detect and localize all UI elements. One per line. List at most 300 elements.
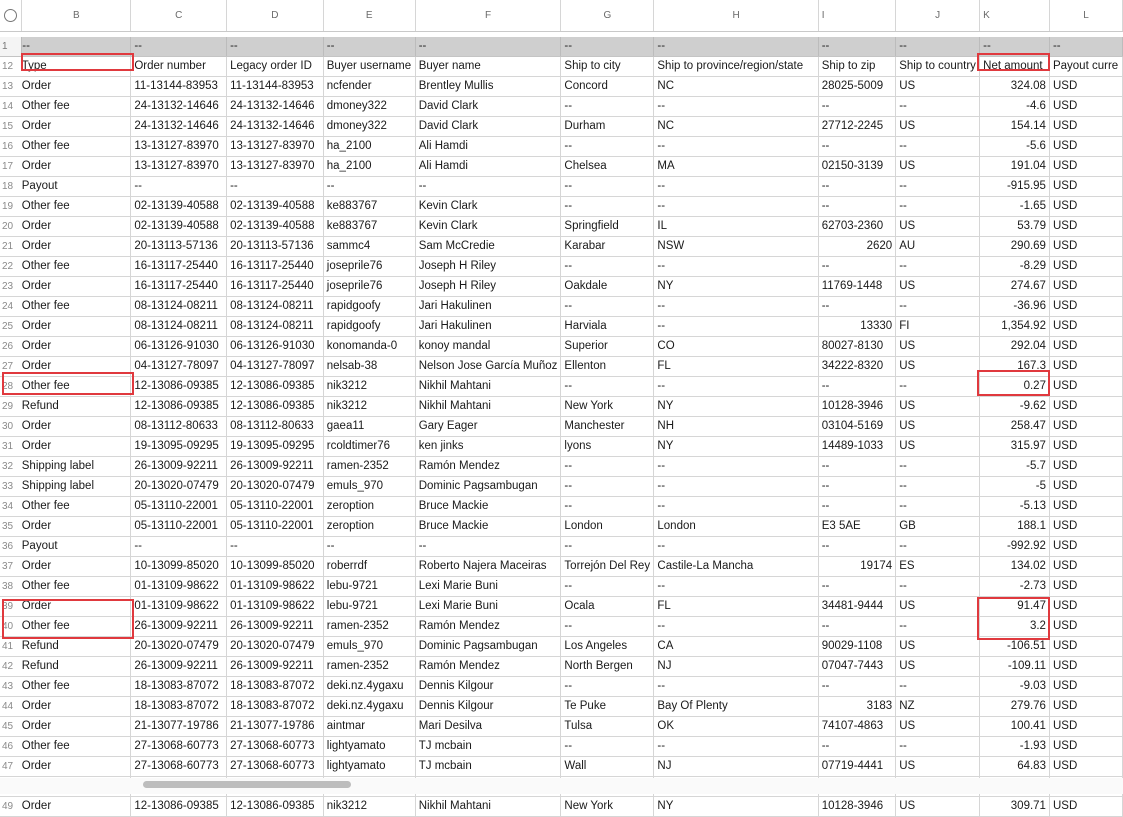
cell[interactable]: US xyxy=(896,796,980,816)
cell[interactable]: Order xyxy=(22,356,131,376)
cell[interactable]: 154.14 xyxy=(980,116,1050,136)
cell[interactable]: NC xyxy=(654,116,818,136)
cell[interactable]: 80027-8130 xyxy=(818,336,895,356)
row-number[interactable]: 39 xyxy=(0,596,22,616)
cell[interactable]: NY xyxy=(654,276,818,296)
cell[interactable]: 2620 xyxy=(818,236,895,256)
cell[interactable]: Other fee xyxy=(22,256,131,276)
cell[interactable]: USD xyxy=(1049,696,1122,716)
cell[interactable]: USD xyxy=(1049,176,1122,196)
cell[interactable]: US xyxy=(896,636,980,656)
cell[interactable]: USD xyxy=(1049,656,1122,676)
cell[interactable]: USD xyxy=(1049,576,1122,596)
cell[interactable]: USD xyxy=(1049,316,1122,336)
cell[interactable]: USD xyxy=(1049,396,1122,416)
table-row[interactable] xyxy=(0,96,1123,116)
row-number[interactable]: 34 xyxy=(0,496,22,516)
cell[interactable]: 05-13110-22001 xyxy=(227,516,324,536)
cell[interactable]: Torrejón Del Rey xyxy=(561,556,654,576)
cell[interactable]: -- xyxy=(227,176,324,196)
cell[interactable]: -- xyxy=(415,176,561,196)
cell[interactable]: USD xyxy=(1049,516,1122,536)
row-number[interactable]: 38 xyxy=(0,576,22,596)
cell[interactable]: 19-13095-09295 xyxy=(131,436,227,456)
table-row[interactable] xyxy=(0,156,1123,176)
cell[interactable]: konomanda-0 xyxy=(323,336,415,356)
cell[interactable]: 27712-2245 xyxy=(818,116,895,136)
cell[interactable]: 20-13020-07479 xyxy=(131,636,227,656)
cell[interactable]: 19174 xyxy=(818,556,895,576)
cell[interactable]: -8.29 xyxy=(980,256,1050,276)
cell[interactable]: 18-13083-87072 xyxy=(131,676,227,696)
cell[interactable]: US xyxy=(896,416,980,436)
table-row[interactable] xyxy=(0,256,1123,276)
cell[interactable]: 14489-1033 xyxy=(818,436,895,456)
table-row[interactable] xyxy=(0,376,1123,396)
cell[interactable]: NSW xyxy=(654,236,818,256)
cell[interactable]: emuls_970 xyxy=(323,636,415,656)
cell[interactable]: -- xyxy=(415,37,561,57)
cell[interactable]: 26-13009-92211 xyxy=(131,456,227,476)
row-number[interactable]: 40 xyxy=(0,616,22,636)
cell[interactable]: -- xyxy=(654,616,818,636)
header-cell[interactable]: Ship to country xyxy=(896,56,980,76)
cell[interactable]: FI xyxy=(896,316,980,336)
column-header[interactable]: E xyxy=(323,0,415,32)
cell[interactable]: Harviala xyxy=(561,316,654,336)
cell[interactable]: -109.11 xyxy=(980,656,1050,676)
cell[interactable]: 05-13110-22001 xyxy=(131,516,227,536)
cell[interactable]: -- xyxy=(654,736,818,756)
cell[interactable]: USD xyxy=(1049,536,1122,556)
column-header[interactable]: L xyxy=(1049,0,1122,32)
cell[interactable]: -- xyxy=(561,476,654,496)
cell[interactable]: 01-13109-98622 xyxy=(227,576,324,596)
cell[interactable]: 100.41 xyxy=(980,716,1050,736)
cell[interactable]: gaea11 xyxy=(323,416,415,436)
cell[interactable]: zeroption xyxy=(323,516,415,536)
cell[interactable]: FL xyxy=(654,356,818,376)
table-row[interactable] xyxy=(0,216,1123,236)
table-row[interactable] xyxy=(0,496,1123,516)
cell[interactable]: -- xyxy=(896,296,980,316)
cell[interactable]: Joseph H Riley xyxy=(415,256,561,276)
cell[interactable]: 3.2 xyxy=(980,616,1050,636)
cell[interactable]: zeroption xyxy=(323,496,415,516)
cell[interactable]: Ali Hamdi xyxy=(415,156,561,176)
cell[interactable]: -5.13 xyxy=(980,496,1050,516)
cell[interactable]: 290.69 xyxy=(980,236,1050,256)
cell[interactable]: -- xyxy=(818,176,895,196)
cell[interactable]: sammc4 xyxy=(323,236,415,256)
cell[interactable]: 53.79 xyxy=(980,216,1050,236)
cell[interactable]: deki.nz.4ygaxu xyxy=(323,696,415,716)
cell[interactable]: London xyxy=(654,516,818,536)
cell[interactable]: 13-13127-83970 xyxy=(131,156,227,176)
cell[interactable]: -- xyxy=(561,676,654,696)
cell[interactable]: -- xyxy=(561,496,654,516)
table-row[interactable] xyxy=(0,716,1123,736)
cell[interactable]: -- xyxy=(818,536,895,556)
cell[interactable]: 03104-5169 xyxy=(818,416,895,436)
row-number[interactable]: 15 xyxy=(0,116,22,136)
cell[interactable]: USD xyxy=(1049,256,1122,276)
row-number[interactable]: 42 xyxy=(0,656,22,676)
cell[interactable]: Te Puke xyxy=(561,696,654,716)
table-row[interactable] xyxy=(0,396,1123,416)
cell[interactable]: 0.27 xyxy=(980,376,1050,396)
table-row[interactable] xyxy=(0,736,1123,756)
cell[interactable]: NC xyxy=(654,76,818,96)
cell[interactable]: Wall xyxy=(561,756,654,776)
cell[interactable]: US xyxy=(896,656,980,676)
cell[interactable]: -- xyxy=(561,616,654,636)
cell[interactable]: joseprile76 xyxy=(323,276,415,296)
cell[interactable]: -- xyxy=(654,96,818,116)
table-row[interactable] xyxy=(0,236,1123,256)
select-all-circle-icon[interactable] xyxy=(4,9,17,22)
cell[interactable]: deki.nz.4ygaxu xyxy=(323,676,415,696)
cell[interactable]: Order xyxy=(22,716,131,736)
cell[interactable]: Jari Hakulinen xyxy=(415,316,561,336)
row-number[interactable]: 22 xyxy=(0,256,22,276)
cell[interactable]: -- xyxy=(131,176,227,196)
cell[interactable]: US xyxy=(896,716,980,736)
cell[interactable]: USD xyxy=(1049,736,1122,756)
cell[interactable]: -- xyxy=(896,496,980,516)
cell[interactable]: NH xyxy=(654,416,818,436)
cell[interactable]: New York xyxy=(561,396,654,416)
cell[interactable]: New York xyxy=(561,796,654,816)
cell[interactable]: -- xyxy=(561,376,654,396)
cell[interactable]: 13-13127-83970 xyxy=(131,136,227,156)
cell[interactable]: USD xyxy=(1049,136,1122,156)
cell[interactable]: -- xyxy=(818,96,895,116)
cell[interactable]: Order xyxy=(22,76,131,96)
cell[interactable]: Tulsa xyxy=(561,716,654,736)
cell[interactable]: Other fee xyxy=(22,196,131,216)
row-number[interactable]: 31 xyxy=(0,436,22,456)
cell[interactable]: Lexi Marie Buni xyxy=(415,576,561,596)
cell[interactable]: -- xyxy=(818,256,895,276)
cell[interactable]: US xyxy=(896,436,980,456)
row-number[interactable]: 49 xyxy=(0,796,22,816)
cell[interactable]: 05-13110-22001 xyxy=(131,496,227,516)
cell[interactable]: 20-13113-57136 xyxy=(131,236,227,256)
cell[interactable]: roberrdf xyxy=(323,556,415,576)
cell[interactable]: Order xyxy=(22,156,131,176)
cell[interactable]: 12-13086-09385 xyxy=(131,396,227,416)
cell[interactable]: Payout xyxy=(22,176,131,196)
cell[interactable]: lyons xyxy=(561,436,654,456)
cell[interactable]: 12-13086-09385 xyxy=(131,376,227,396)
cell[interactable]: Mari Desilva xyxy=(415,716,561,736)
cell[interactable]: 90029-1108 xyxy=(818,636,895,656)
cell[interactable]: 188.1 xyxy=(980,516,1050,536)
row-number[interactable]: 19 xyxy=(0,196,22,216)
table-row[interactable] xyxy=(0,476,1123,496)
cell[interactable]: USD xyxy=(1049,356,1122,376)
cell[interactable]: Bay Of Plenty xyxy=(654,696,818,716)
cell[interactable]: -- xyxy=(818,136,895,156)
cell[interactable]: US xyxy=(896,116,980,136)
row-number[interactable]: 27 xyxy=(0,356,22,376)
cell[interactable]: ke883767 xyxy=(323,216,415,236)
cell[interactable]: Roberto Najera Maceiras xyxy=(415,556,561,576)
table-row[interactable] xyxy=(0,316,1123,336)
cell[interactable]: -- xyxy=(654,576,818,596)
cell[interactable]: USD xyxy=(1049,796,1122,816)
cell[interactable]: Other fee xyxy=(22,296,131,316)
cell[interactable]: Concord xyxy=(561,76,654,96)
cell[interactable]: 06-13126-91030 xyxy=(131,336,227,356)
cell[interactable]: TJ mcbain xyxy=(415,736,561,756)
cell[interactable]: 16-13117-25440 xyxy=(227,256,324,276)
row-number[interactable]: 35 xyxy=(0,516,22,536)
cell[interactable]: David Clark xyxy=(415,116,561,136)
cell[interactable]: 04-13127-78097 xyxy=(227,356,324,376)
cell[interactable]: -- xyxy=(818,736,895,756)
cell[interactable]: -- xyxy=(561,176,654,196)
cell[interactable]: 06-13126-91030 xyxy=(227,336,324,356)
cell[interactable]: -- xyxy=(654,376,818,396)
cell[interactable]: nik3212 xyxy=(323,376,415,396)
table-row[interactable] xyxy=(0,356,1123,376)
header-cell[interactable]: Type xyxy=(22,56,131,76)
cell[interactable]: 27-13068-60773 xyxy=(227,756,324,776)
cell[interactable]: FL xyxy=(654,596,818,616)
cell[interactable]: 13-13127-83970 xyxy=(227,136,324,156)
cell[interactable]: lightyamato xyxy=(323,736,415,756)
row-number[interactable]: 30 xyxy=(0,416,22,436)
cell[interactable]: Sam McCredie xyxy=(415,236,561,256)
cell[interactable]: 34222-8320 xyxy=(818,356,895,376)
cell[interactable]: Ramón Mendez xyxy=(415,656,561,676)
header-cell[interactable]: Ship to zip xyxy=(818,56,895,76)
column-header[interactable]: G xyxy=(561,0,654,32)
cell[interactable]: 20-13020-07479 xyxy=(131,476,227,496)
row-number[interactable]: 41 xyxy=(0,636,22,656)
cell[interactable]: -- xyxy=(896,37,980,57)
cell[interactable]: USD xyxy=(1049,476,1122,496)
cell[interactable]: dmoney322 xyxy=(323,96,415,116)
cell[interactable]: Nikhil Mahtani xyxy=(415,396,561,416)
cell[interactable]: MA xyxy=(654,156,818,176)
row-number[interactable]: 18 xyxy=(0,176,22,196)
row-number[interactable]: 25 xyxy=(0,316,22,336)
cell[interactable]: Refund xyxy=(22,656,131,676)
row-number[interactable]: 37 xyxy=(0,556,22,576)
cell[interactable]: 11-13144-83953 xyxy=(131,76,227,96)
cell[interactable]: Durham xyxy=(561,116,654,136)
cell[interactable]: Other fee xyxy=(22,136,131,156)
table-row[interactable] xyxy=(0,196,1123,216)
cell[interactable]: -- xyxy=(654,676,818,696)
cell[interactable]: lightyamato xyxy=(323,756,415,776)
cell[interactable]: OK xyxy=(654,716,818,736)
cell[interactable]: -- xyxy=(131,37,227,57)
cell[interactable]: Jari Hakulinen xyxy=(415,296,561,316)
cell[interactable]: Ocala xyxy=(561,596,654,616)
cell[interactable]: lebu-9721 xyxy=(323,576,415,596)
cell[interactable]: London xyxy=(561,516,654,536)
cell[interactable]: 11769-1448 xyxy=(818,276,895,296)
cell[interactable]: -- xyxy=(818,676,895,696)
table-row[interactable] xyxy=(0,456,1123,476)
cell[interactable]: -- xyxy=(323,536,415,556)
cell[interactable]: ramen-2352 xyxy=(323,456,415,476)
cell[interactable]: USD xyxy=(1049,676,1122,696)
row-number[interactable]: 12 xyxy=(0,56,22,76)
cell[interactable]: 10-13099-85020 xyxy=(227,556,324,576)
row-number[interactable]: 45 xyxy=(0,716,22,736)
column-header[interactable]: F xyxy=(415,0,561,32)
cell[interactable]: 167.3 xyxy=(980,356,1050,376)
cell[interactable]: -- xyxy=(323,37,415,57)
table-row[interactable] xyxy=(0,696,1123,716)
cell[interactable]: NZ xyxy=(896,696,980,716)
cell[interactable]: -- xyxy=(654,296,818,316)
cell[interactable]: 134.02 xyxy=(980,556,1050,576)
cell[interactable]: -2.73 xyxy=(980,576,1050,596)
cell[interactable]: 27-13068-60773 xyxy=(227,736,324,756)
cell[interactable]: Gary Eager xyxy=(415,416,561,436)
cell[interactable]: ke883767 xyxy=(323,196,415,216)
cell[interactable]: E3 5AE xyxy=(818,516,895,536)
cell[interactable]: 191.04 xyxy=(980,156,1050,176)
table-row[interactable] xyxy=(0,636,1123,656)
header-cell[interactable]: Ship to province/region/state xyxy=(654,56,818,76)
cell[interactable]: Order xyxy=(22,796,131,816)
cell[interactable]: 02-13139-40588 xyxy=(131,196,227,216)
cell[interactable]: USD xyxy=(1049,196,1122,216)
cell[interactable]: Dennis Kilgour xyxy=(415,676,561,696)
cell[interactable]: -- xyxy=(654,256,818,276)
cell[interactable]: -- xyxy=(896,536,980,556)
cell[interactable]: USD xyxy=(1049,716,1122,736)
cell[interactable]: US xyxy=(896,596,980,616)
cell[interactable]: -- xyxy=(896,136,980,156)
cell[interactable]: -- xyxy=(654,196,818,216)
cell[interactable]: US xyxy=(896,356,980,376)
table-row[interactable] xyxy=(0,596,1123,616)
cell[interactable]: 1,354.92 xyxy=(980,316,1050,336)
cell[interactable]: 26-13009-92211 xyxy=(227,656,324,676)
row-number[interactable]: 23 xyxy=(0,276,22,296)
cell[interactable]: -36.96 xyxy=(980,296,1050,316)
header-cell[interactable]: Order number xyxy=(131,56,227,76)
cell[interactable]: Other fee xyxy=(22,616,131,636)
cell[interactable]: -5 xyxy=(980,476,1050,496)
cell[interactable]: -- xyxy=(654,456,818,476)
cell[interactable]: USD xyxy=(1049,216,1122,236)
horizontal-scrollbar[interactable] xyxy=(0,778,1123,794)
cell[interactable]: USD xyxy=(1049,616,1122,636)
cell[interactable]: USD xyxy=(1049,456,1122,476)
cell[interactable]: 27-13068-60773 xyxy=(131,736,227,756)
cell[interactable]: ES xyxy=(896,556,980,576)
cell[interactable]: -- xyxy=(561,96,654,116)
header-cell[interactable]: Buyer name xyxy=(415,56,561,76)
cell[interactable]: 21-13077-19786 xyxy=(131,716,227,736)
row-number[interactable]: 44 xyxy=(0,696,22,716)
row-number[interactable]: 32 xyxy=(0,456,22,476)
cell[interactable]: Ramón Mendez xyxy=(415,456,561,476)
cell[interactable]: ken jinks xyxy=(415,436,561,456)
column-header[interactable]: K xyxy=(980,0,1050,32)
cell[interactable]: -- xyxy=(896,196,980,216)
cell[interactable]: 26-13009-92211 xyxy=(131,656,227,676)
cell[interactable]: USD xyxy=(1049,416,1122,436)
table-row[interactable] xyxy=(0,436,1123,456)
cell[interactable]: Ellenton xyxy=(561,356,654,376)
cell[interactable]: Order xyxy=(22,316,131,336)
cell[interactable]: Bruce Mackie xyxy=(415,496,561,516)
cell[interactable]: 11-13144-83953 xyxy=(227,76,324,96)
cell[interactable]: IL xyxy=(654,216,818,236)
cell[interactable]: 91.47 xyxy=(980,596,1050,616)
row-number[interactable]: 14 xyxy=(0,96,22,116)
cell[interactable]: 02150-3139 xyxy=(818,156,895,176)
cell[interactable]: Nelson Jose García Muñoz xyxy=(415,356,561,376)
cell[interactable]: 19-13095-09295 xyxy=(227,436,324,456)
cell[interactable]: 10128-3946 xyxy=(818,796,895,816)
collapsed-row[interactable] xyxy=(0,37,1123,57)
cell[interactable]: Nikhil Mahtani xyxy=(415,796,561,816)
cell[interactable]: 04-13127-78097 xyxy=(131,356,227,376)
table-row[interactable] xyxy=(0,536,1123,556)
row-number[interactable]: 20 xyxy=(0,216,22,236)
cell[interactable]: -- xyxy=(818,576,895,596)
cell[interactable]: US xyxy=(896,216,980,236)
cell[interactable]: ha_2100 xyxy=(323,136,415,156)
cell[interactable]: Kevin Clark xyxy=(415,196,561,216)
cell[interactable]: -4.6 xyxy=(980,96,1050,116)
cell[interactable]: -- xyxy=(896,676,980,696)
cell[interactable]: 13330 xyxy=(818,316,895,336)
table-row[interactable] xyxy=(0,116,1123,136)
cell[interactable]: 27-13068-60773 xyxy=(131,756,227,776)
cell[interactable]: -- xyxy=(561,196,654,216)
cell[interactable]: USD xyxy=(1049,116,1122,136)
cell[interactable]: ha_2100 xyxy=(323,156,415,176)
cell[interactable]: Dennis Kilgour xyxy=(415,696,561,716)
cell[interactable]: 07047-7443 xyxy=(818,656,895,676)
row-number[interactable]: 26 xyxy=(0,336,22,356)
cell[interactable]: 12-13086-09385 xyxy=(131,796,227,816)
cell[interactable]: -- xyxy=(896,616,980,636)
cell[interactable]: USD xyxy=(1049,336,1122,356)
cell[interactable]: USD xyxy=(1049,276,1122,296)
cell[interactable]: -992.92 xyxy=(980,536,1050,556)
cell[interactable]: 309.71 xyxy=(980,796,1050,816)
cell[interactable]: -- xyxy=(561,296,654,316)
cell[interactable]: US xyxy=(896,396,980,416)
cell[interactable]: NJ xyxy=(654,756,818,776)
cell[interactable]: -- xyxy=(561,456,654,476)
row-number[interactable]: 17 xyxy=(0,156,22,176)
cell[interactable]: Order xyxy=(22,116,131,136)
cell[interactable]: Lexi Marie Buni xyxy=(415,596,561,616)
cell[interactable]: -- xyxy=(818,296,895,316)
cell[interactable]: 08-13124-08211 xyxy=(227,296,324,316)
cell[interactable]: lebu-9721 xyxy=(323,596,415,616)
cell[interactable]: US xyxy=(896,156,980,176)
cell[interactable]: nik3212 xyxy=(323,796,415,816)
cell[interactable]: 258.47 xyxy=(980,416,1050,436)
column-header[interactable]: C xyxy=(131,0,227,32)
cell[interactable]: 18-13083-87072 xyxy=(227,676,324,696)
